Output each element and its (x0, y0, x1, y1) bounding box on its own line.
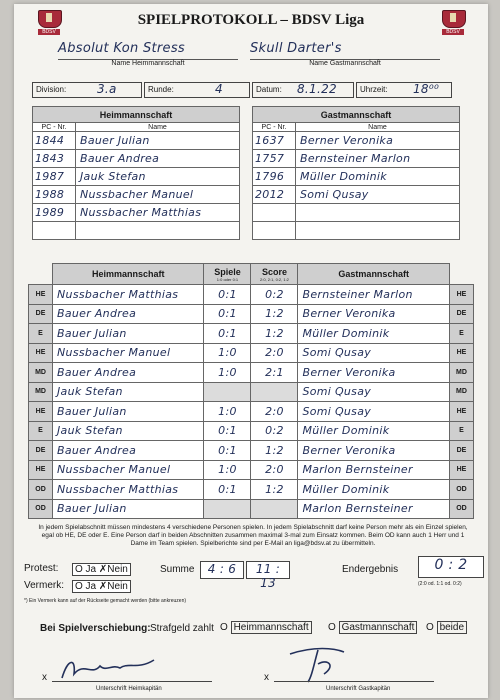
round-field[interactable]: Runde: 4 (144, 82, 250, 98)
away-team-field[interactable]: Skull Darter's (250, 41, 440, 60)
home-roster-table: Heimmannschaft PC - Nr. Name 1844 Bauer Julian 1843 Bauer Andrea 1987 Jauk Stefan 1988 Nussbacher Manuel 1989 Nussbacher Matthias (32, 106, 240, 240)
away-player-cell[interactable]: Müller Dominik (298, 324, 449, 344)
sum-games-field[interactable]: 4 : 6 (200, 561, 244, 579)
postponement-text: Strafgeld zahlt (150, 623, 214, 634)
away-player-cell[interactable]: Müller Dominik (298, 480, 449, 500)
away-player-cell[interactable]: Marlon Bernsteiner (298, 460, 449, 480)
away-player-cell[interactable]: Berner Veronika (298, 363, 449, 383)
option-home-team[interactable]: O Heimmannschaft (220, 621, 312, 634)
home-captain-signature (54, 652, 164, 684)
games-cell[interactable]: 1:0 (204, 402, 251, 422)
match-type-left: E (29, 324, 53, 344)
roster-row: 1757 Bernsteiner Marlon (253, 150, 460, 168)
score-cell[interactable]: 0:2 (251, 421, 298, 441)
postponement-label: Bei Spielverschiebung: (40, 623, 151, 634)
home-team-field[interactable]: Absolut Kon Stress (58, 41, 238, 60)
home-player-cell[interactable]: Jauk Stefan (53, 421, 204, 441)
home-signature-caption: Unterschrift Heimkapitän (96, 686, 162, 692)
date-field[interactable]: Datum: 8.1.22 (252, 82, 354, 98)
games-cell[interactable] (204, 499, 251, 519)
roster-row: 1989 Nussbacher Matthias (33, 204, 240, 222)
endergebnis-label: Endergebnis (342, 564, 399, 575)
away-player-cell[interactable]: Somi Qusay (298, 402, 449, 422)
games-cell[interactable]: 1:0 (204, 460, 251, 480)
home-sign-x: x (42, 672, 47, 683)
rules-note: In jedem Spielabschnitt müssen mindestens 4 verschiedene Personen spielen. In jedem Spielabschnitt darf keine Person mehr als ein Einzel spielen, egal ob HE, DE oder E. Eine Person darf in beiden Abschnitten zusammen maximal 3-mal zum Einsatz kommen. Beim OD kann auch 1 Herr und 1 Dame im Team spielen. Spielberichte sind per E-Mail an liga@bdsv.at zu übermitteln. (38, 524, 468, 547)
match-type-right: DE (449, 304, 473, 324)
roster-row: 2012 Somi Qusay (253, 186, 460, 204)
away-player-cell[interactable]: Müller Dominik (298, 421, 449, 441)
home-team-caption: Name Heimmannschaft (111, 60, 185, 67)
match-results-table (28, 263, 474, 519)
away-captain-signature (284, 644, 354, 684)
away-roster-table: Gastmannschaft PC - Nr. Name 1637 Berner Veronika 1757 Bernsteiner Marlon 1796 Müller Dominik 2012 Somi Qusay (252, 106, 460, 240)
match-type-right: OD (449, 480, 473, 500)
home-player-cell[interactable]: Bauer Andrea (53, 441, 204, 461)
vermerk-options[interactable]: O Ja ✗Nein (72, 580, 131, 593)
vermerk-label: Vermerk: (24, 580, 65, 591)
option-away-team[interactable]: O Gastmannschaft (328, 621, 417, 634)
home-player-cell[interactable]: Bauer Andrea (53, 363, 204, 383)
score-cell[interactable]: 2:0 (251, 343, 298, 363)
away-team-caption: Name Gastmannschaft (309, 60, 381, 67)
match-type-left: HE (29, 285, 53, 305)
match-type-right: MD (449, 363, 473, 383)
match-type-left: OD (29, 499, 53, 519)
match-type-left: MD (29, 382, 53, 402)
match-type-left: HE (29, 460, 53, 480)
games-cell[interactable]: 0:1 (204, 421, 251, 441)
roster-row (253, 204, 460, 222)
games-cell[interactable]: 0:1 (204, 304, 251, 324)
score-cell[interactable]: 2:0 (251, 460, 298, 480)
protest-label: Protest: (24, 563, 59, 574)
away-player-cell[interactable]: Berner Veronika (298, 441, 449, 461)
home-player-cell[interactable]: Nussbacher Manuel (53, 460, 204, 480)
roster-row (253, 222, 460, 240)
match-row (29, 285, 474, 305)
score-cell[interactable]: 1:2 (251, 480, 298, 500)
score-cell[interactable]: 1:2 (251, 304, 298, 324)
vermerk-note: *) Ein Vermerk kann auf der Rückseite gemacht werden (bitte ankreuzen) (24, 598, 187, 604)
match-row (29, 382, 474, 402)
away-player-cell[interactable]: Bernsteiner Marlon (298, 285, 449, 305)
games-cell[interactable]: 0:1 (204, 324, 251, 344)
away-player-cell[interactable]: Somi Qusay (298, 382, 449, 402)
roster-row: 1637 Berner Veronika (253, 132, 460, 150)
match-type-left: DE (29, 304, 53, 324)
games-cell[interactable]: 1:0 (204, 343, 251, 363)
match-type-right: HE (449, 460, 473, 480)
home-player-cell[interactable]: Nussbacher Matthias (53, 480, 204, 500)
away-sign-x: x (264, 672, 269, 683)
match-row (29, 402, 474, 422)
col-away-header: Gastmannschaft (298, 264, 449, 285)
bdsv-logo-left: BDSV (38, 10, 60, 34)
match-type-left: DE (29, 441, 53, 461)
score-cell[interactable]: 2:0 (251, 402, 298, 422)
games-cell[interactable]: 1:0 (204, 363, 251, 383)
roster-row: 1987 Jauk Stefan (33, 168, 240, 186)
match-row (29, 343, 474, 363)
home-signature-line[interactable] (52, 681, 212, 682)
home-player-cell[interactable]: Bauer Julian (53, 324, 204, 344)
col-games-header: Spiele 1:0 oder 0:1 (204, 264, 251, 285)
home-player-cell[interactable]: Bauer Julian (53, 499, 204, 519)
time-field[interactable]: Uhrzeit: 18⁰⁰ (356, 82, 452, 98)
col-home-header: Heimmannschaft (53, 264, 204, 285)
page-title: SPIELPROTOKOLL – BDSV Liga (137, 12, 365, 28)
score-cell[interactable]: 1:2 (251, 324, 298, 344)
endergebnis-field[interactable]: 0 : 2 (418, 556, 484, 578)
match-type-right: HE (449, 402, 473, 422)
match-type-left: OD (29, 480, 53, 500)
col-score-header: Score 2:0, 2:1, 0:2, 1:2 (251, 264, 298, 285)
away-player-cell[interactable]: Marlon Bernsteiner (298, 499, 449, 519)
summe-label: Summe (160, 564, 195, 575)
games-cell[interactable]: 0:1 (204, 285, 251, 305)
match-type-right: HE (449, 285, 473, 305)
score-cell[interactable]: 1:2 (251, 441, 298, 461)
home-player-cell[interactable]: Jauk Stefan (53, 382, 204, 402)
match-row (29, 421, 474, 441)
division-field[interactable]: Division: 3.a (32, 82, 142, 98)
endergebnis-note: (2:0 od. 1:1 od. 0:2) (418, 581, 462, 587)
roster-row: 1796 Müller Dominik (253, 168, 460, 186)
match-type-left: MD (29, 363, 53, 383)
match-type-left: HE (29, 343, 53, 363)
away-signature-caption: Unterschrift Gastkapitän (326, 686, 391, 692)
protest-options[interactable]: O Ja ✗Nein (72, 563, 131, 576)
games-cell[interactable] (204, 382, 251, 402)
match-row (29, 499, 474, 519)
bdsv-logo-right: BDSV (442, 10, 464, 34)
away-player-cell[interactable]: Somi Qusay (298, 343, 449, 363)
score-cell[interactable]: 0:2 (251, 285, 298, 305)
protocol-sheet (14, 4, 488, 698)
sum-score-field[interactable]: 11 : 13 (246, 561, 290, 579)
match-type-right: E (449, 324, 473, 344)
roster-row: 1844 Bauer Julian (33, 132, 240, 150)
score-cell[interactable] (251, 499, 298, 519)
home-player-cell[interactable]: Bauer Julian (53, 402, 204, 422)
roster-row (33, 222, 240, 240)
match-type-left: E (29, 421, 53, 441)
home-player-cell[interactable]: Bauer Andrea (53, 304, 204, 324)
match-type-left: HE (29, 402, 53, 422)
match-row (29, 441, 474, 461)
match-row (29, 480, 474, 500)
match-row (29, 363, 474, 383)
games-cell[interactable]: 0:1 (204, 441, 251, 461)
match-type-right: MD (449, 382, 473, 402)
games-cell[interactable]: 0:1 (204, 480, 251, 500)
away-player-cell[interactable]: Berner Veronika (298, 304, 449, 324)
match-row (29, 460, 474, 480)
option-both[interactable]: O beide (426, 621, 467, 634)
match-row (29, 324, 474, 344)
away-signature-line[interactable] (274, 681, 434, 682)
home-player-cell[interactable]: Nussbacher Manuel (53, 343, 204, 363)
home-player-cell[interactable]: Nussbacher Matthias (53, 285, 204, 305)
match-row (29, 304, 474, 324)
score-cell[interactable]: 2:1 (251, 363, 298, 383)
score-cell[interactable] (251, 382, 298, 402)
match-type-right: DE (449, 441, 473, 461)
match-type-right: HE (449, 343, 473, 363)
roster-row: 1843 Bauer Andrea (33, 150, 240, 168)
roster-row: 1988 Nussbacher Manuel (33, 186, 240, 204)
match-type-right: OD (449, 499, 473, 519)
match-type-right: E (449, 421, 473, 441)
